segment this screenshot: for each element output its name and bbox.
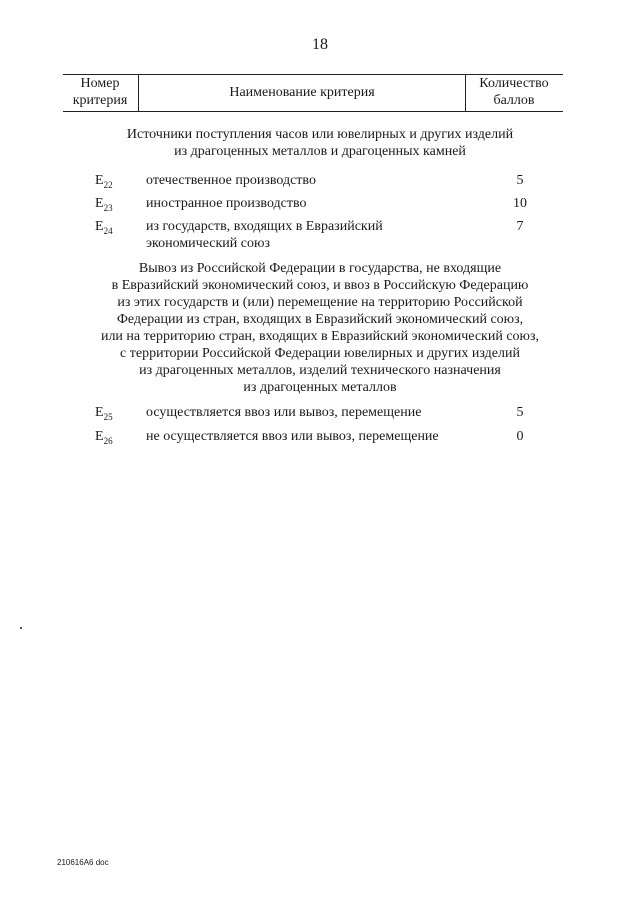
section1-heading-line2: из драгоценных металлов и драгоценных камней <box>174 144 466 159</box>
criterion-name: не осуществляется ввоз или вывоз, перемещение <box>146 429 439 444</box>
section1-heading-line1: Источники поступления часов или ювелирных и других изделий <box>126 127 514 142</box>
criterion-name: отечественное производство <box>146 173 316 188</box>
header-num-line1: Номер <box>80 76 120 91</box>
header-criterion-number <box>63 75 137 111</box>
section2-heading: Вывоз из Российской Федерации в государства, не входящие в Евразийский экономический союз, и ввоз в Российскую Федерацию из этих государств и (или) перемещение на территорию Российской Федерации из стран, входящих в Евразийский экономический союз, или на территорию стран, входящих в Евразийский экономический союз, с территории Российской Федерации ювелирных и других изделий из драгоценных металлов, изделий технического назначения из драгоценных металлов <box>100 261 540 395</box>
header-num-line2: критерия <box>72 93 128 108</box>
criterion-score: 0 <box>516 429 524 444</box>
criterion-name: из государств, входящих в Евразийский экономический союз <box>146 219 383 251</box>
header-score <box>465 75 563 111</box>
criterion-code: $E_{26}$ <box>95 429 113 446</box>
header-score-line1: Количество <box>479 76 549 91</box>
criterion-name: осуществляется ввоз или вывоз, перемещение <box>146 405 422 420</box>
criterion-score: 7 <box>516 219 524 234</box>
criterion-code: $E_{25}$ <box>95 405 113 422</box>
criterion-score: 5 <box>516 405 524 420</box>
criterion-score: 10 <box>513 196 527 211</box>
criterion-score: 5 <box>516 173 524 188</box>
criterion-code: $E_{24}$ <box>95 219 113 236</box>
scan-speck <box>20 627 22 629</box>
header-score-line2: баллов <box>493 93 535 108</box>
criterion-code: $E_{22}$ <box>95 173 113 190</box>
header-criterion-name: Наименование критерия <box>138 75 466 111</box>
table-header <box>63 74 563 112</box>
criterion-code: $E_{23}$ <box>95 196 113 213</box>
page-number: 18 <box>312 36 328 53</box>
criterion-name: иностранное производство <box>146 196 307 211</box>
section1-heading <box>40 126 600 160</box>
document-id: 210616A6 doc <box>57 858 109 867</box>
